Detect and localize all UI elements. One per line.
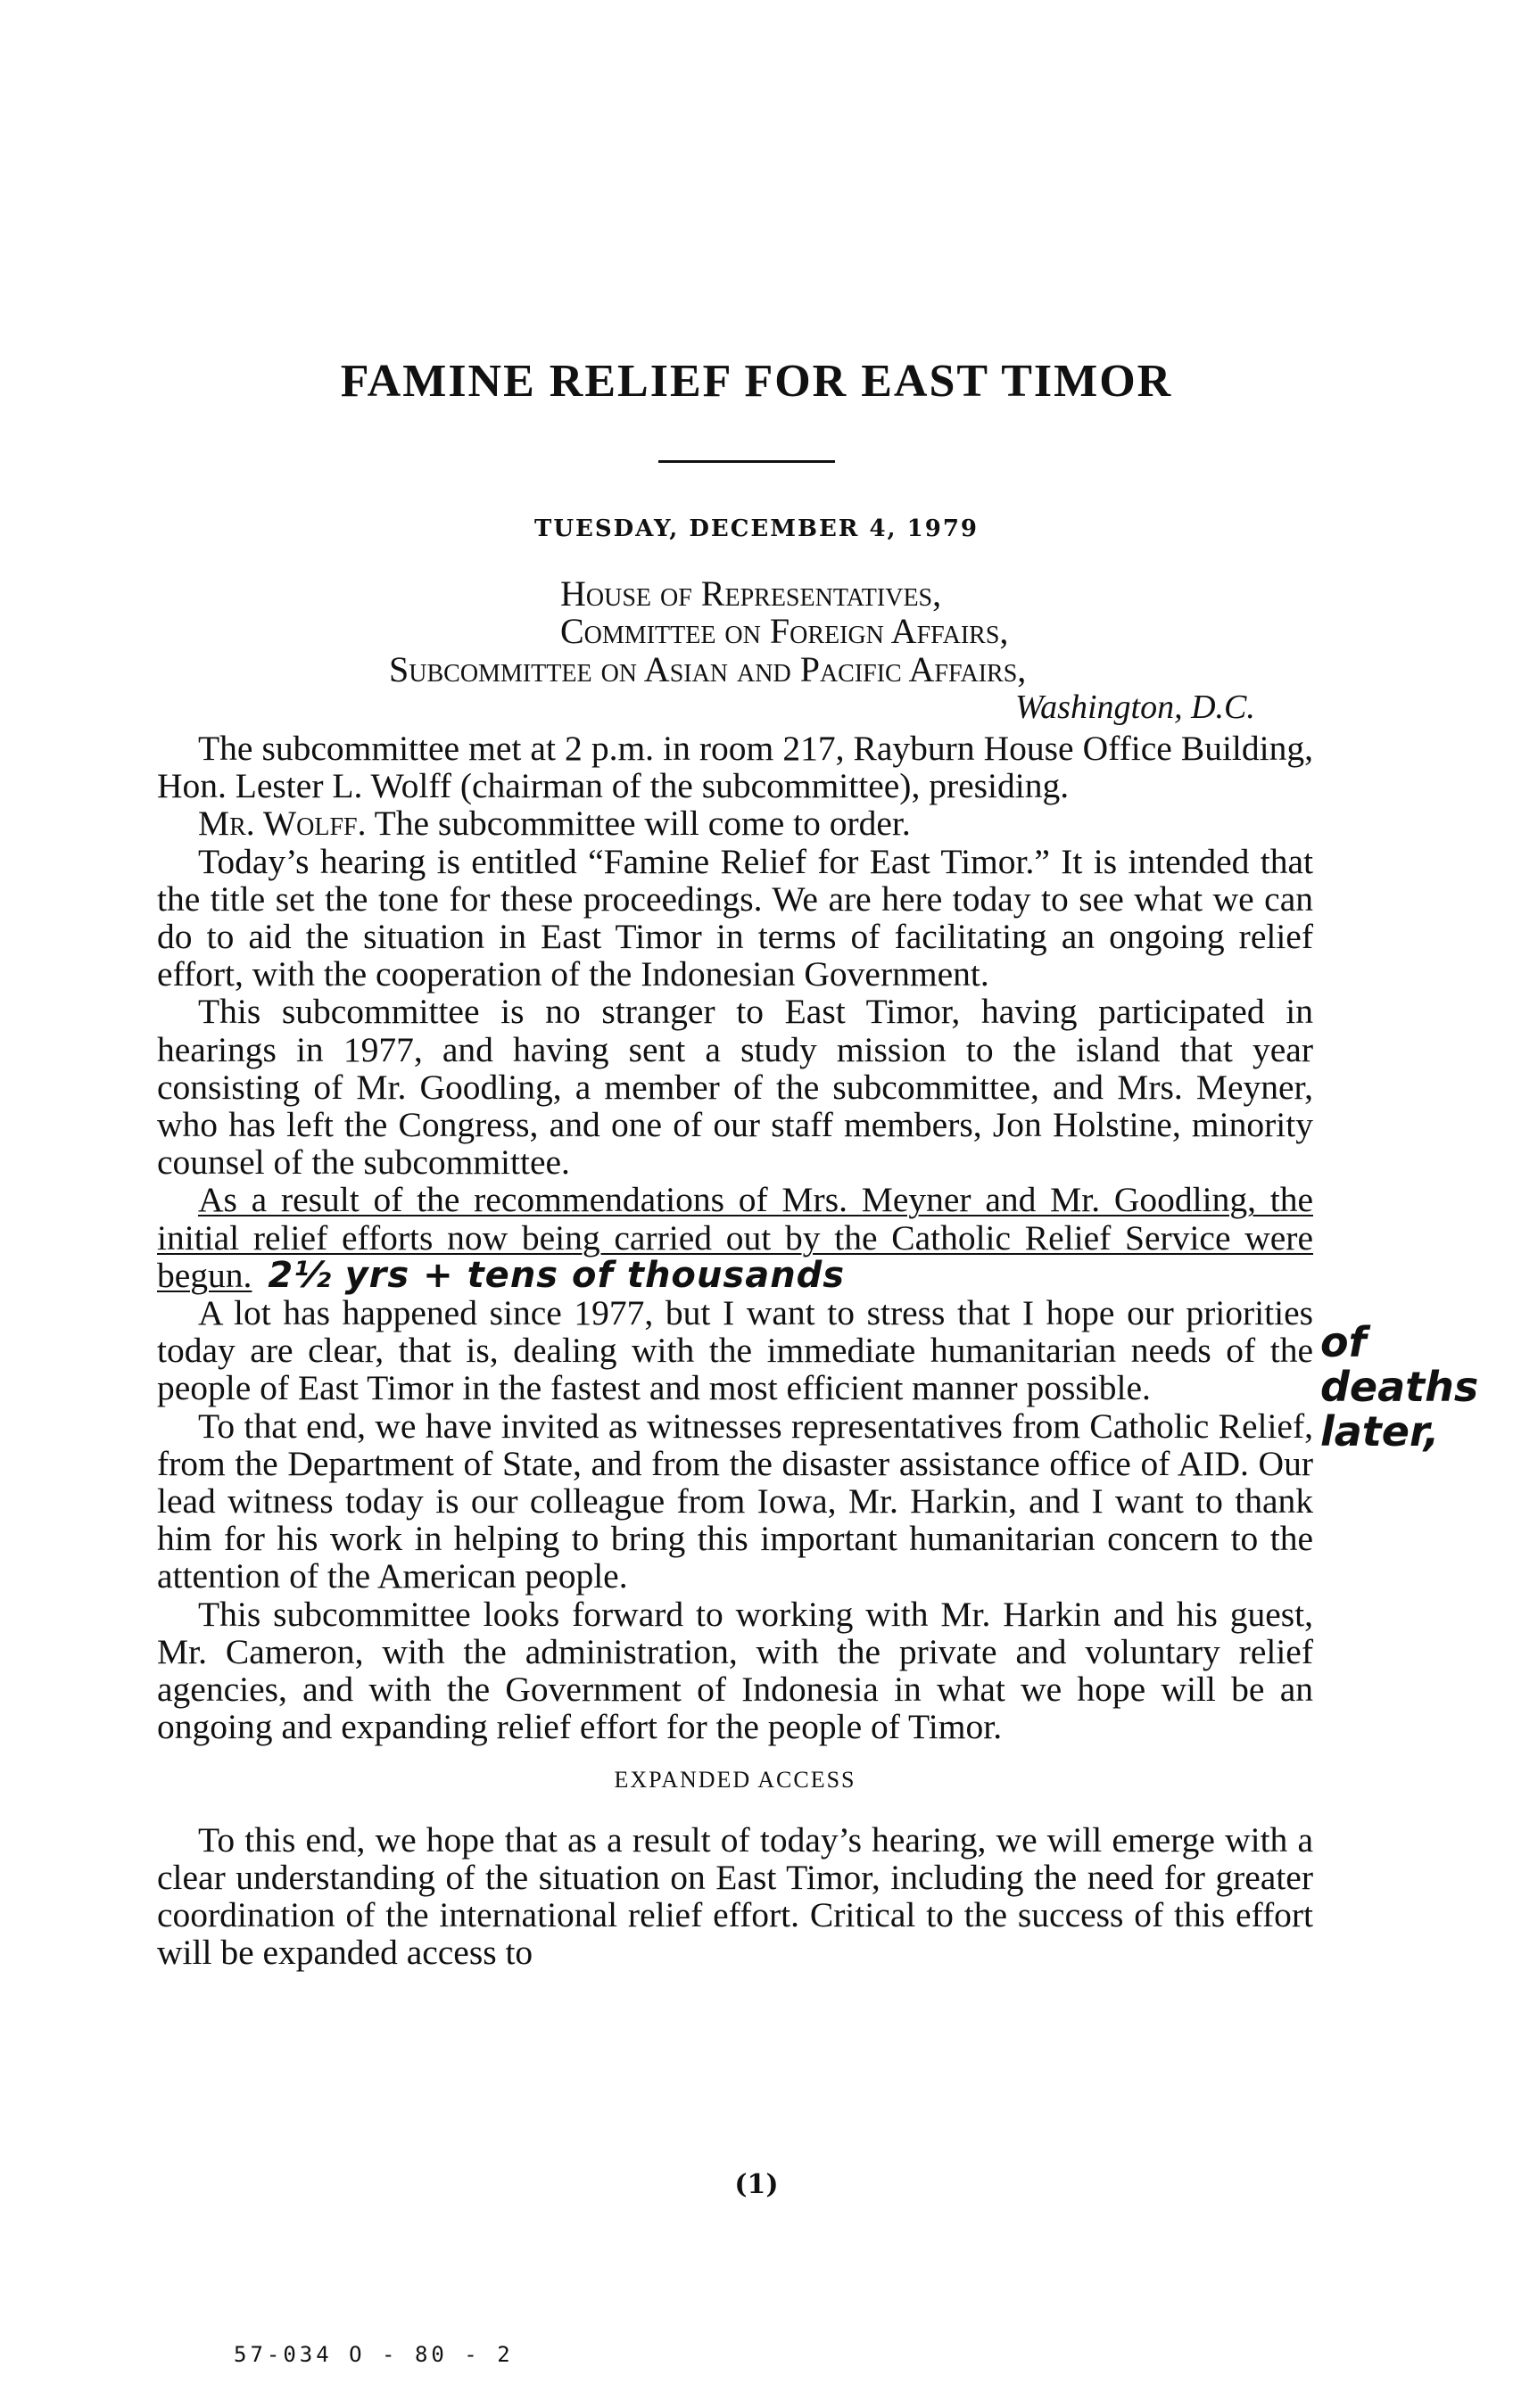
paragraph-opening: The subcommittee met at 2 p.m. in room 217, Rayburn House Office Building, Hon. Lester L. Wolff (chairman of the subcommittee), presiding. (157, 729, 1313, 806)
speaker-name: Mr. Wolff. (198, 804, 367, 844)
title-divider (658, 460, 835, 463)
section-heading: EXPANDED ACCESS (614, 1767, 856, 1794)
underlined-sentence: As a result of the recommendations of Mrs. Meyner and Mr. Goodling, the initial relief efforts now being carried out by the Catholic Relief Service were begun. (157, 1180, 1313, 1295)
paragraph-recommendations (157, 1181, 1313, 1294)
print-code: 57-034 O - 80 - 2 (234, 2342, 514, 2367)
handwritten-inline-note: 2½ yrs + tens of thousands (268, 1254, 846, 1296)
paragraph-witnesses: To that end, we have invited as witnesses representatives from Catholic Relief, from the Department of State, and from the disaster assistance office of AID. Our lead witness today is our colleague from Iowa, Mr. Harkin, and I want to thank him for his work in helping to bring this important humanitarian concern to the attention of the American people. (157, 1406, 1313, 1596)
paragraph-history: This subcommittee is no stranger to East Timor, having participated in hearings in 1977, and having sent a study mission to the island that year consisting of Mr. Goodling, a member of the subcommittee, and Mrs. Meyner, who has left the Congress, and one of our staff members, Jon Holstine, minority counsel of the subcommittee. (157, 992, 1313, 1183)
org-house: House of Representatives, (560, 573, 942, 614)
hearing-date: TUESDAY, DECEMBER 4, 1979 (533, 515, 980, 542)
hearing-transcript (157, 730, 1313, 1972)
page-number: (1) (734, 2169, 779, 2200)
paragraph-call-to-order (157, 804, 1313, 842)
org-subcommittee: Subcommittee on Asian and Pacific Affairs, (389, 649, 1027, 689)
org-committee: Committee on Foreign Affairs, (560, 611, 1009, 651)
paragraph-purpose: Today’s hearing is entitled “Famine Relief for East Timor.” It is intended that the title set the tone for these proceedings. We are here today to see what we can do to aid the situation in East Timor in terms of facilitating an ongoing relief effort, with the cooperation of the Indonesian Government. (157, 841, 1313, 994)
hearing-place: Washington, D.C. (1015, 689, 1255, 726)
speaker-statement: The subcommittee will come to order. (366, 804, 911, 844)
paragraph-priorities: A lot has happened since 1977, but I want to stress that I hope our priorities today are clear, that is, dealing with the immediate humanitarian needs of the people of East Timor in the fastest and most efficient manner possible. (157, 1293, 1313, 1408)
handwritten-margin-note: of deaths later, (1320, 1318, 1479, 1456)
paragraph-expanded-access: To this end, we hope that as a result of today’s hearing, we will emerge with a clear understanding of the situation on East Timor, including the need for greater coordination of the international relief effort. Critical to the success of this effort will be expanded access to (157, 1819, 1313, 1973)
paragraph-cooperation: This subcommittee looks forward to working with Mr. Harkin and his guest, Mr. Cameron, with the administration, with the private and voluntary relief agencies, and with the Government of Indonesia in what we hope will be an ongoing and expanding relief effort for the people of Timor. (157, 1594, 1313, 1747)
page-title: FAMINE RELIEF FOR EAST TIMOR (340, 356, 1173, 407)
